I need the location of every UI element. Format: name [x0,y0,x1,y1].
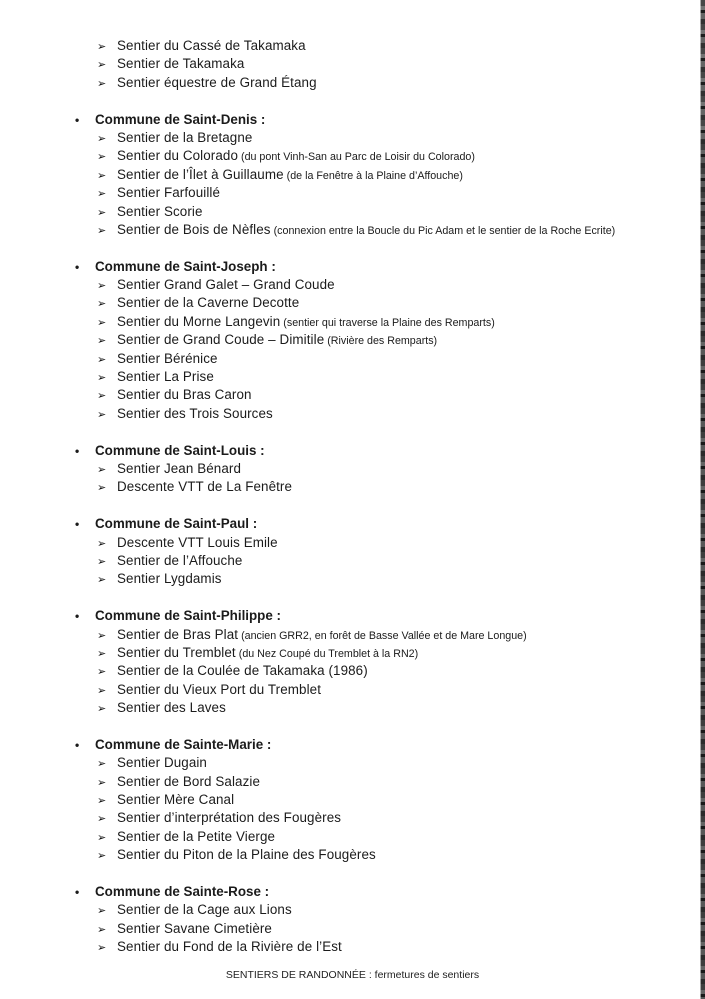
commune-section [0,258,697,424]
trail-list-item [0,276,697,294]
trail-name: Descente VTT Louis Emile [117,534,278,550]
trail-list-item [0,37,697,55]
trail-note: (du pont Vinh-San au Parc de Loisir du Colorado) [241,151,475,164]
page-footer-caption: SENTIERS DE RANDONNÉE : fermetures de sentiers [225,969,480,981]
trail-name: Sentier de l’Îlet à Guillaume [117,166,284,182]
trail-list-item [0,754,697,772]
trail-list-item [0,809,697,827]
arrowhead-bullet-icon: ➢ [97,904,107,918]
commune-heading-line [0,111,697,129]
trail-name: Sentier des Trois Sources [117,405,273,421]
arrowhead-bullet-icon: ➢ [97,352,107,366]
bullet-dot-icon: • [75,517,80,532]
commune-heading: Commune de Saint-Philippe : [95,608,281,624]
arrowhead-bullet-icon: ➢ [97,849,107,863]
trail-name: Sentier du Bras Caron [117,387,252,403]
arrowhead-bullet-icon: ➢ [97,223,107,237]
trail-list-item [0,828,697,846]
trail-list-item [0,644,697,662]
arrowhead-bullet-icon: ➢ [97,554,107,568]
trail-name: Sentier du Vieux Port du Tremblet [117,681,322,697]
arrowhead-bullet-icon: ➢ [97,794,107,808]
commune-heading-line [0,258,697,276]
trail-name: Sentier du Piton de la Plaine des Fougères [117,847,376,863]
arrowhead-bullet-icon: ➢ [97,481,107,495]
commune-section [0,442,697,497]
trail-list-item [0,570,697,588]
arrowhead-bullet-icon: ➢ [97,646,107,660]
trail-name: Sentier du Morne Langevin [117,313,281,329]
trail-name: Sentier des Laves [117,700,226,716]
trail-name: Sentier Farfouillé [117,185,221,201]
commune-heading: Commune de Saint-Paul : [95,516,258,532]
trail-list-item [0,405,697,423]
commune-section [0,37,697,92]
trail-name: Sentier Dugain [117,755,207,771]
trail-list-item [0,846,697,864]
arrowhead-bullet-icon: ➢ [97,131,107,145]
arrowhead-bullet-icon: ➢ [97,150,107,164]
arrowhead-bullet-icon: ➢ [97,297,107,311]
arrowhead-bullet-icon: ➢ [97,58,107,72]
arrowhead-bullet-icon: ➢ [97,757,107,771]
arrowhead-bullet-icon: ➢ [97,334,107,348]
arrowhead-bullet-icon: ➢ [97,665,107,679]
trail-name: Sentier Lygdamis [117,571,222,587]
trail-note: (Rivière des Remparts) [327,335,438,348]
trail-name: Sentier équestre de Grand Étang [117,74,317,90]
commune-heading: Commune de Saint-Louis : [95,442,265,458]
trail-list-item [0,221,697,239]
trail-name: Sentier du Tremblet [117,644,236,660]
trail-name: Sentier du Colorado [117,148,239,164]
bullet-dot-icon: • [75,737,80,752]
arrowhead-bullet-icon: ➢ [97,168,107,182]
bullet-dot-icon: • [75,884,80,899]
trail-list-item [0,203,697,221]
trail-note: (ancien GRR2, en forêt de Basse Vallée et de Mare Longue) [241,629,527,642]
trail-list-item [0,294,697,312]
arrowhead-bullet-icon: ➢ [97,573,107,587]
trail-list-item [0,386,697,404]
trail-list-item [0,55,697,73]
commune-section [0,515,697,589]
trail-name: Sentier d’interprétation des Fougères [117,810,342,826]
commune-heading: Commune de Sainte-Rose : [95,883,270,899]
trail-list-item [0,662,697,680]
commune-heading: Commune de Saint-Joseph : [95,258,276,274]
arrowhead-bullet-icon: ➢ [97,941,107,955]
trail-name: Sentier de Grand Coude – Dimitile [117,332,325,348]
arrowhead-bullet-icon: ➢ [97,812,107,826]
trail-list-item [0,626,697,644]
trail-list-item [0,534,697,552]
trail-list-item [0,938,697,956]
arrowhead-bullet-icon: ➢ [97,683,107,697]
trail-list-item [0,74,697,92]
trail-closure-list [0,37,697,957]
arrowhead-bullet-icon: ➢ [97,462,107,476]
trail-list-item [0,773,697,791]
arrowhead-bullet-icon: ➢ [97,536,107,550]
trail-name: Sentier Jean Bénard [117,460,241,476]
trail-list-item [0,901,697,919]
trail-list-item [0,350,697,368]
trail-list-item [0,699,697,717]
trail-name: Descente VTT de La Fenêtre [117,479,293,495]
commune-section [0,883,697,957]
arrowhead-bullet-icon: ➢ [97,407,107,421]
arrowhead-bullet-icon: ➢ [97,628,107,642]
trail-name: Sentier Grand Galet – Grand Coude [117,277,335,293]
arrowhead-bullet-icon: ➢ [97,389,107,403]
trail-list-item [0,184,697,202]
trail-list-item [0,681,697,699]
arrowhead-bullet-icon: ➢ [97,315,107,329]
arrowhead-bullet-icon: ➢ [97,830,107,844]
trail-name: Sentier de Takamaka [117,56,245,72]
trail-name: Sentier de la Caverne Decotte [117,295,300,311]
trail-name: Sentier de la Coulée de Takamaka (1986) [117,663,368,679]
bullet-dot-icon: • [75,609,80,624]
arrowhead-bullet-icon: ➢ [97,702,107,716]
trail-name: Sentier du Fond de la Rivière de l’Est [117,939,342,955]
trail-name: Sentier de la Bretagne [117,129,253,145]
commune-heading: Commune de Saint-Denis : [95,111,266,127]
trail-name: Sentier Bérénice [117,350,218,366]
trail-list-item [0,147,697,165]
trail-list-item [0,460,697,478]
trail-name: Sentier de Bord Salazie [117,773,260,789]
trail-name: Sentier Scorie [117,203,203,219]
trail-note: (du Nez Coupé du Tremblet à la RN2) [238,647,419,660]
trail-list-item [0,129,697,147]
trail-name: Sentier Mère Canal [117,792,235,808]
commune-section [0,607,697,717]
trail-note: (de la Fenêtre à la Plaine d’Affouche) [286,169,463,182]
trail-name: Sentier de Bois de Nèfles [117,221,271,237]
arrowhead-bullet-icon: ➢ [97,371,107,385]
commune-section [0,736,697,865]
trail-list-item [0,920,697,938]
trail-list-item [0,368,697,386]
trail-note: (connexion entre la Boucle du Pic Adam et le sentier de la Roche Ecrite) [273,224,616,237]
bullet-dot-icon: • [75,259,80,274]
bullet-dot-icon: • [75,443,80,458]
trail-name: Sentier Savane Cimetière [117,920,272,936]
trail-name: Sentier La Prise [117,369,214,385]
trail-name: Sentier de l’Affouche [117,552,243,568]
trail-name: Sentier de la Cage aux Lions [117,902,292,918]
commune-heading-line [0,883,697,901]
scan-edge-artifact [700,0,705,999]
trail-list-item [0,166,697,184]
commune-heading-line [0,442,697,460]
arrowhead-bullet-icon: ➢ [97,279,107,293]
arrowhead-bullet-icon: ➢ [97,922,107,936]
commune-heading-line [0,736,697,754]
trail-list-item [0,552,697,570]
trail-note: (sentier qui traverse la Plaine des Remparts) [283,316,495,329]
arrowhead-bullet-icon: ➢ [97,76,107,90]
bullet-dot-icon: • [75,112,80,127]
arrowhead-bullet-icon: ➢ [97,205,107,219]
trail-name: Sentier de Bras Plat [117,626,239,642]
arrowhead-bullet-icon: ➢ [97,40,107,53]
trail-list-item [0,331,697,349]
trail-list-item [0,478,697,496]
commune-heading-line [0,515,697,533]
commune-heading: Commune de Sainte-Marie : [95,736,272,752]
trail-list-item [0,791,697,809]
arrowhead-bullet-icon: ➢ [97,775,107,789]
commune-section [0,111,697,240]
commune-heading-line [0,607,697,625]
trail-name: Sentier de la Petite Vierge [117,828,276,844]
trail-list-item [0,313,697,331]
arrowhead-bullet-icon: ➢ [97,187,107,201]
trail-name: Sentier du Cassé de Takamaka [117,38,306,53]
